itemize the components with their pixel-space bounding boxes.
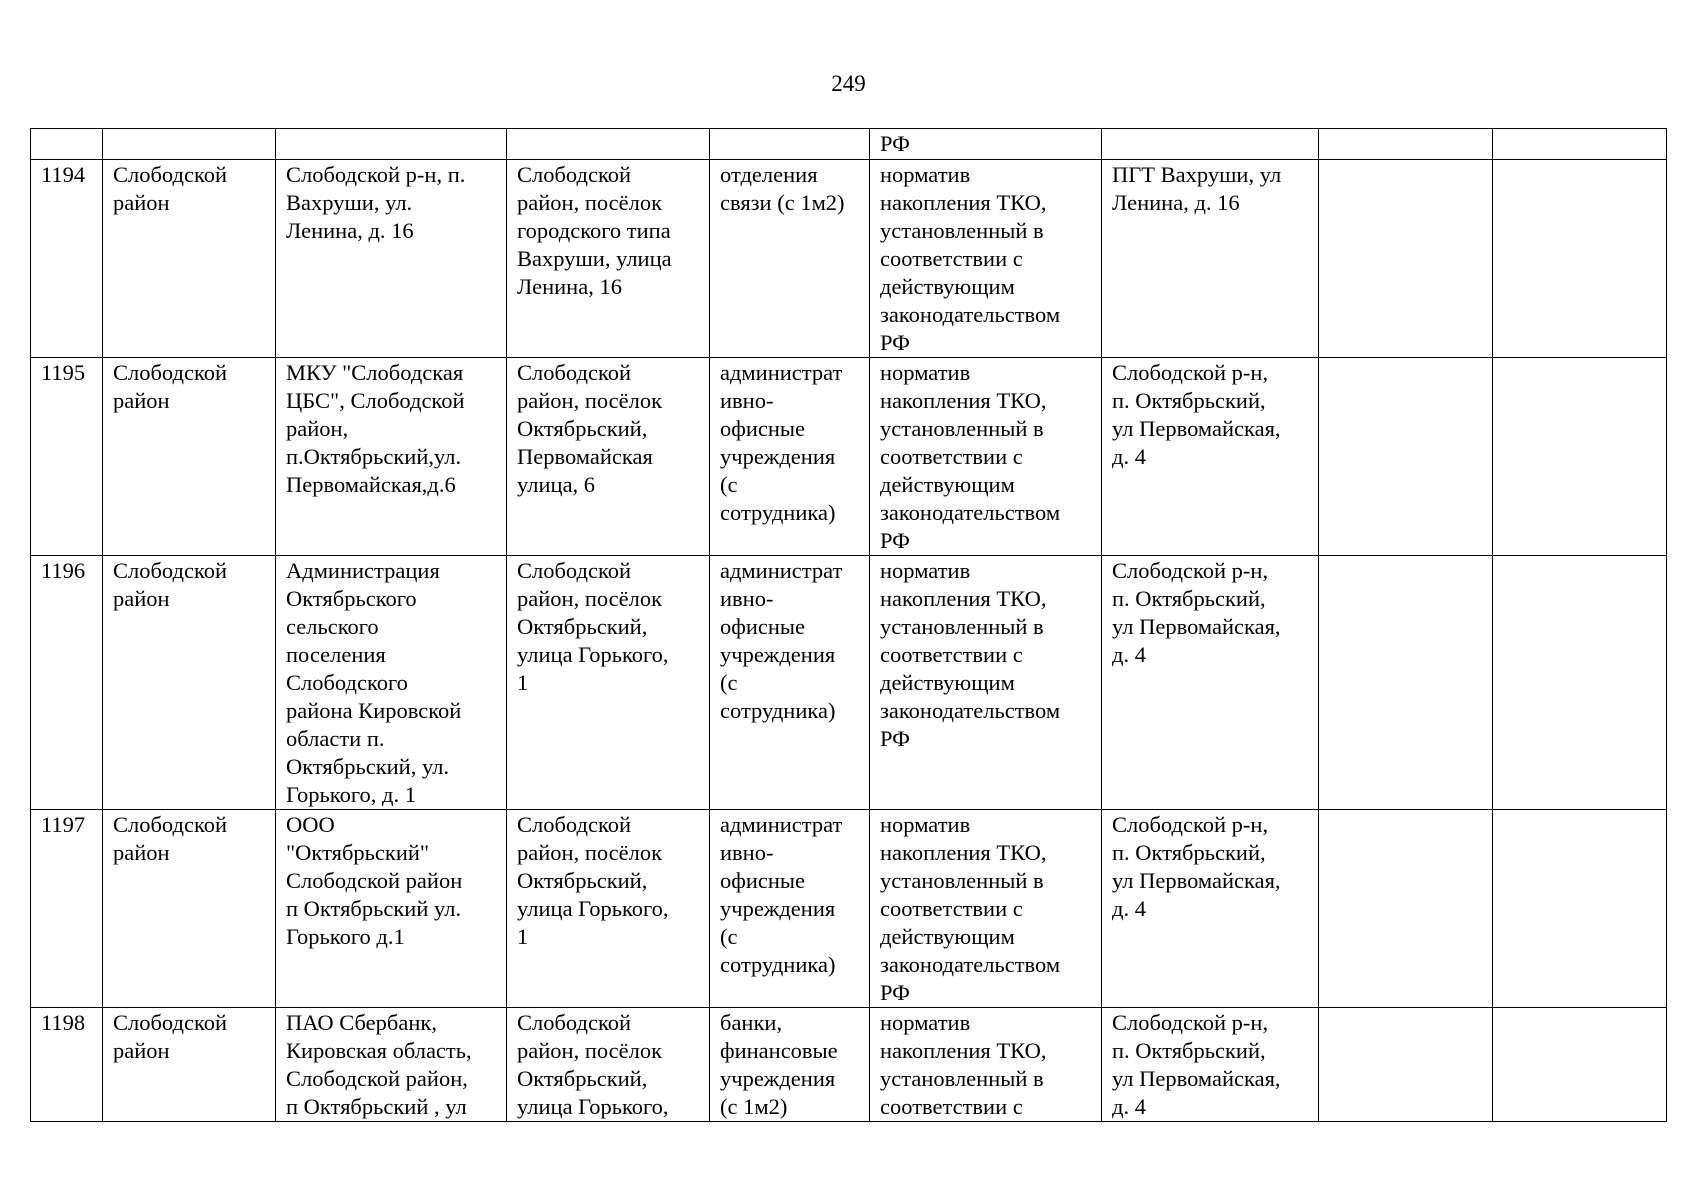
cell-district: Слободской район (103, 358, 276, 556)
cell-address (507, 129, 710, 160)
cell-site: Слободской р-н, п. Октябрьский, ул Первомайская, д. 4 (1102, 358, 1319, 556)
cell-site (1102, 129, 1319, 160)
cell-district: Слободской район (103, 556, 276, 810)
cell-num: 1195 (31, 358, 103, 556)
cell-address: Слободской район, посёлок Октябрьский, улица Горького, 1 (507, 810, 710, 1008)
cell-norm: норматив накопления ТКО, установленный в соответствии с действующим законодательством РФ (870, 810, 1102, 1008)
cell-num: 1198 (31, 1008, 103, 1122)
cell-extra2 (1493, 810, 1667, 1008)
cell-category: администрат ивно- офисные учреждения (с сотрудника) (710, 358, 870, 556)
page-number: 249 (831, 71, 866, 96)
cell-num: 1197 (31, 810, 103, 1008)
cell-site: ПГТ Вахруши, ул Ленина, д. 16 (1102, 160, 1319, 358)
table-row (31, 358, 1667, 556)
cell-name: МКУ "Слободская ЦБС", Слободской район, п.Октябрьский,ул. Первомайская,д.6 (276, 358, 507, 556)
cell-district: Слободской район (103, 1008, 276, 1122)
cell-site: Слободской р-н, п. Октябрьский, ул Первомайская, д. 4 (1102, 556, 1319, 810)
cell-district: Слободской район (103, 810, 276, 1008)
cell-extra1 (1319, 160, 1493, 358)
registry-table (30, 128, 1667, 1122)
cell-num (31, 129, 103, 160)
cell-norm: РФ (870, 129, 1102, 160)
cell-site: Слободской р-н, п. Октябрьский, ул Первомайская, д. 4 (1102, 810, 1319, 1008)
cell-norm: норматив накопления ТКО, установленный в соответствии с действующим законодательством РФ (870, 556, 1102, 810)
table-row (31, 1008, 1667, 1122)
table-row (31, 556, 1667, 810)
cell-address: Слободской район, посёлок городского типа Вахруши, улица Ленина, 16 (507, 160, 710, 358)
cell-category: администрат ивно- офисные учреждения (с сотрудника) (710, 556, 870, 810)
table-row (31, 810, 1667, 1008)
table-row (31, 160, 1667, 358)
cell-num: 1196 (31, 556, 103, 810)
cell-category (710, 129, 870, 160)
cell-address: Слободской район, посёлок Октябрьский, улица Горького, (507, 1008, 710, 1122)
cell-category: банки, финансовые учреждения (с 1м2) (710, 1008, 870, 1122)
cell-extra2 (1493, 556, 1667, 810)
cell-site: Слободской р-н, п. Октябрьский, ул Первомайская, д. 4 (1102, 1008, 1319, 1122)
cell-extra2 (1493, 160, 1667, 358)
cell-norm: норматив накопления ТКО, установленный в соответствии с (870, 1008, 1102, 1122)
cell-extra1 (1319, 358, 1493, 556)
cell-extra1 (1319, 129, 1493, 160)
cell-category: отделения связи (с 1м2) (710, 160, 870, 358)
cell-category: администрат ивно- офисные учреждения (с сотрудника) (710, 810, 870, 1008)
cell-extra1 (1319, 810, 1493, 1008)
table-row-continuation (31, 129, 1667, 160)
cell-name: Слободской р-н, п. Вахруши, ул. Ленина, д. 16 (276, 160, 507, 358)
cell-norm: норматив накопления ТКО, установленный в соответствии с действующим законодательством РФ (870, 160, 1102, 358)
cell-name: ООО "Октябрьский" Слободской район п Октябрьский ул. Горького д.1 (276, 810, 507, 1008)
cell-extra2 (1493, 129, 1667, 160)
cell-district (103, 129, 276, 160)
cell-extra2 (1493, 358, 1667, 556)
cell-norm: норматив накопления ТКО, установленный в соответствии с действующим законодательством РФ (870, 358, 1102, 556)
cell-address: Слободской район, посёлок Октябрьский, Первомайская улица, 6 (507, 358, 710, 556)
cell-name: Администрация Октябрьского сельского поселения Слободского района Кировской области п. Октябрьский, ул. Горького, д. 1 (276, 556, 507, 810)
cell-district: Слободской район (103, 160, 276, 358)
cell-extra1 (1319, 556, 1493, 810)
cell-extra2 (1493, 1008, 1667, 1122)
cell-name (276, 129, 507, 160)
cell-extra1 (1319, 1008, 1493, 1122)
cell-address: Слободской район, посёлок Октябрьский, улица Горького, 1 (507, 556, 710, 810)
cell-name: ПАО Сбербанк, Кировская область, Слободской район, п Октябрьский , ул (276, 1008, 507, 1122)
cell-num: 1194 (31, 160, 103, 358)
